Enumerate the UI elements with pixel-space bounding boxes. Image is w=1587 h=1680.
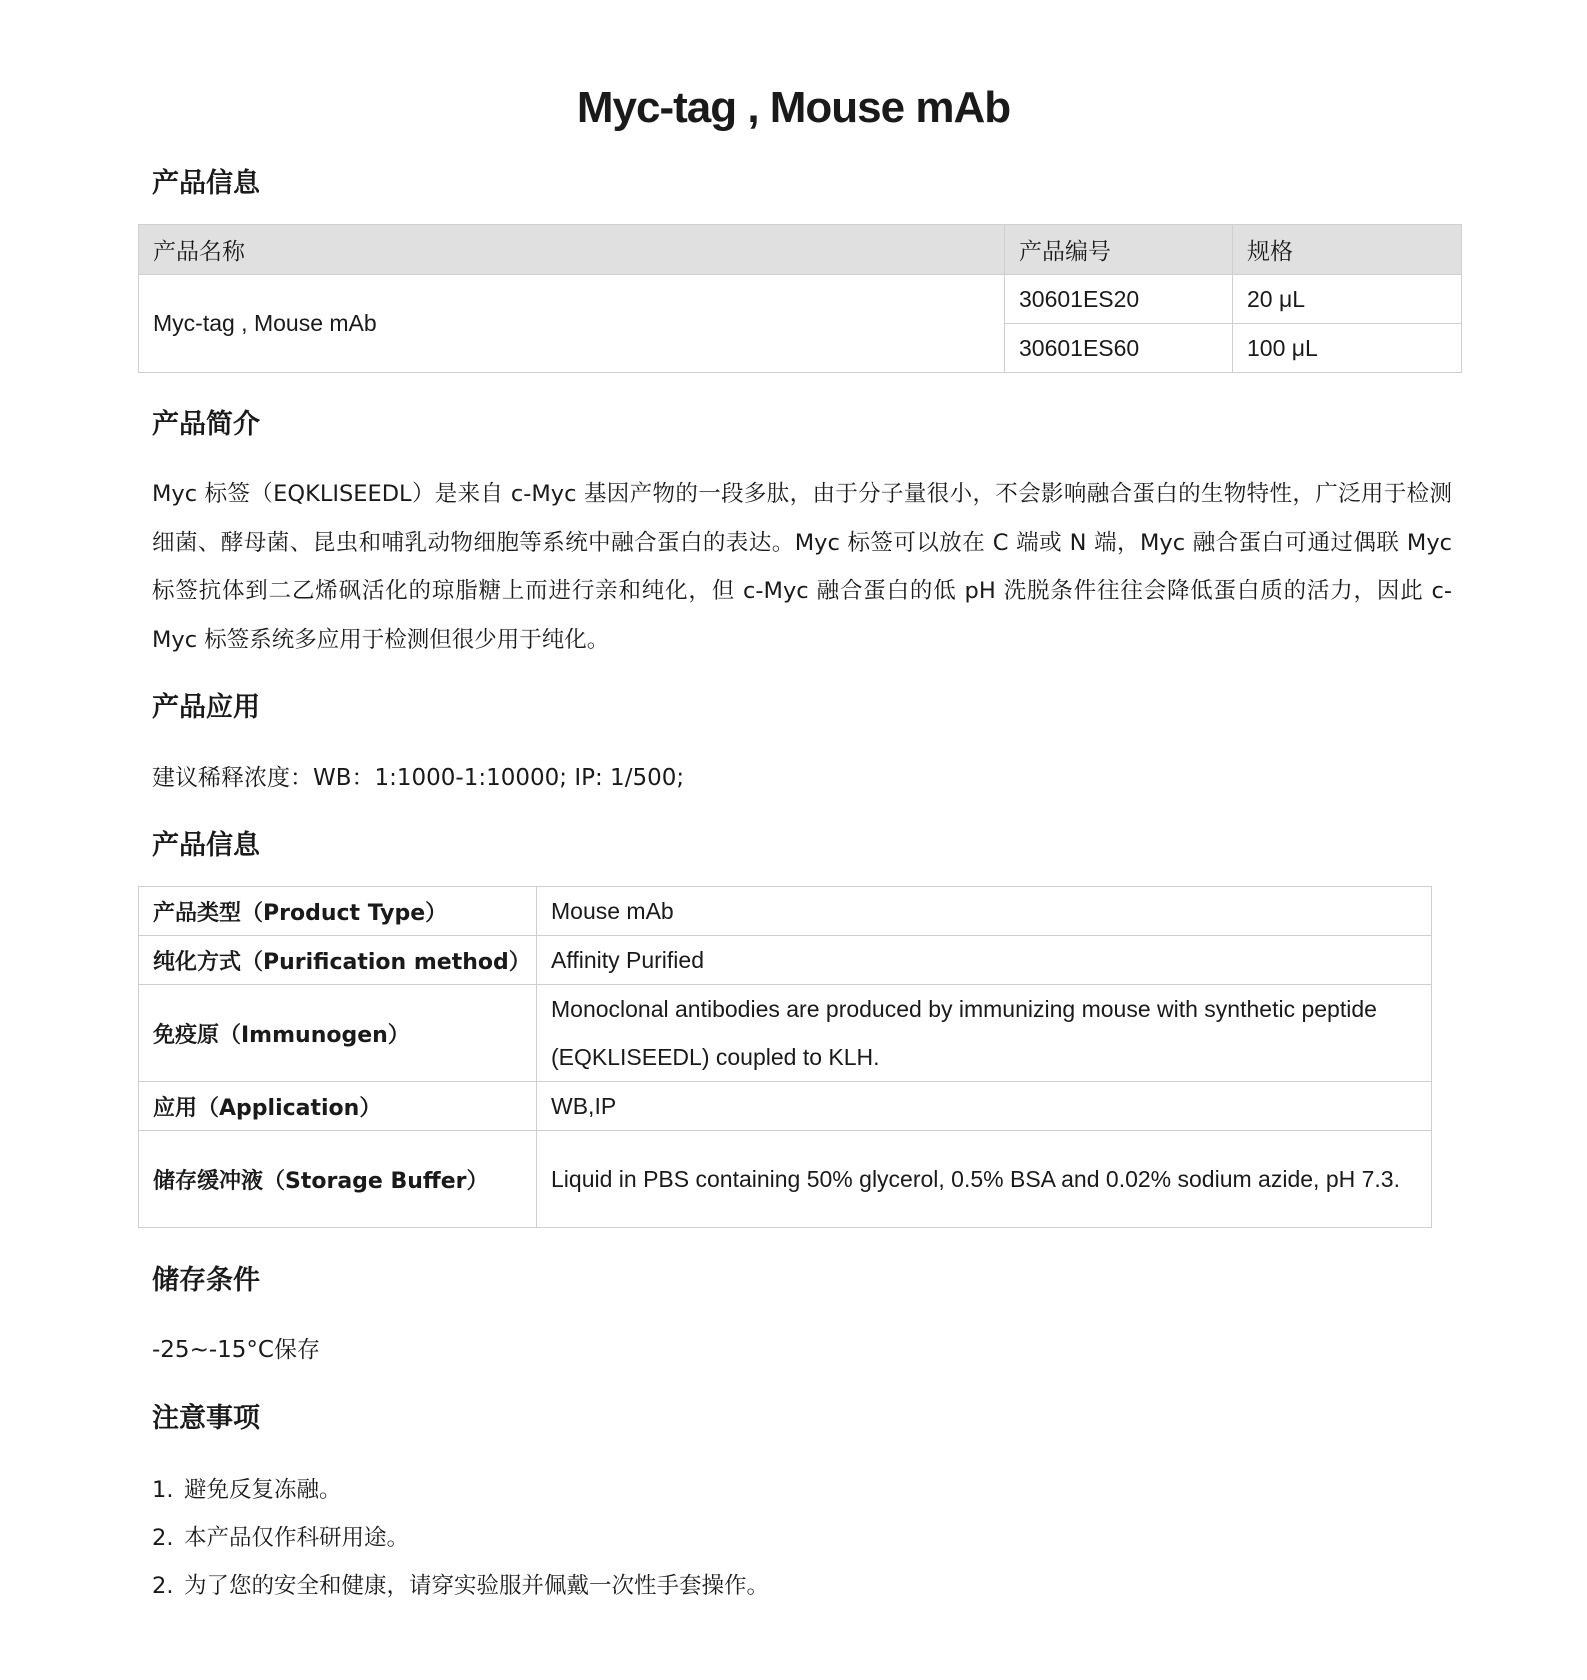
section-heading-product-info-2: 产品信息 bbox=[152, 830, 260, 861]
document-title: Myc-tag , Mouse mAb bbox=[576, 83, 1011, 132]
info-value: Mouse mAb bbox=[537, 887, 1432, 936]
product-code-cell: 30601ES60 bbox=[1005, 324, 1233, 373]
list-item bbox=[152, 1514, 769, 1562]
product-name-cell: Myc-tag , Mouse mAb bbox=[139, 275, 1005, 373]
section-heading-product-info: 产品信息 bbox=[152, 168, 260, 199]
table-row bbox=[139, 985, 1432, 1082]
section-heading-storage: 储存条件 bbox=[152, 1265, 260, 1296]
info-key: 产品类型（Product Type） bbox=[139, 887, 537, 936]
note-text: 本产品仅作科研用途。 bbox=[184, 1525, 410, 1551]
intro-paragraph: Myc 标签（EQKLISEEDL）是来自 c-Myc 基因产物的一段多肽，由于分子量很小，不会影响融合蛋白的生物特性，广泛用于检测细菌、酵母菌、昆虫和哺乳动物细胞等系统中融合蛋白的表达。Myc 标签可以放在 C 端或 N 端，Myc 融合蛋白可通过偶联 Myc 标签抗体到二乙烯砜活化的琼脂糖上而进行亲和纯化，但 c-Myc 融合蛋白的低 pH 洗脱条件往往会降低蛋白质的活力，因此 c-Myc 标签系统多应用于检测但很少用于纯化。 bbox=[152, 481, 1452, 653]
table-row bbox=[139, 275, 1462, 324]
note-text: 避免反复冻融。 bbox=[184, 1477, 342, 1503]
info-value: Affinity Purified bbox=[537, 936, 1432, 985]
product-info-table bbox=[138, 886, 1432, 1228]
table-row bbox=[139, 936, 1432, 985]
notes-list bbox=[152, 1466, 769, 1610]
product-code-cell: 30601ES20 bbox=[1005, 275, 1233, 324]
spec-cell: 100 μL bbox=[1233, 324, 1462, 373]
info-key: 免疫原（Immunogen） bbox=[139, 985, 537, 1082]
section-heading-application: 产品应用 bbox=[152, 692, 260, 723]
section-heading-notes: 注意事项 bbox=[152, 1403, 260, 1434]
header-spec: 规格 bbox=[1233, 225, 1462, 275]
table-row bbox=[139, 887, 1432, 936]
note-number: 1. bbox=[152, 1477, 174, 1503]
spec-cell: 20 μL bbox=[1233, 275, 1462, 324]
section-heading-product-intro: 产品简介 bbox=[152, 409, 260, 440]
info-key: 应用（Application） bbox=[139, 1082, 537, 1131]
table-row bbox=[139, 1131, 1432, 1228]
info-key: 储存缓冲液（Storage Buffer） bbox=[139, 1131, 537, 1228]
note-number: 2. bbox=[152, 1525, 174, 1551]
header-product-name: 产品名称 bbox=[139, 225, 1005, 275]
product-table bbox=[138, 224, 1462, 373]
info-value: WB,IP bbox=[537, 1082, 1432, 1131]
table-row bbox=[139, 1082, 1432, 1131]
list-item bbox=[152, 1466, 769, 1514]
product-table-header-row bbox=[139, 225, 1462, 275]
info-key: 纯化方式（Purification method） bbox=[139, 936, 537, 985]
application-text: 建议稀释浓度：WB：1:1000-1:10000; IP: 1/500; bbox=[152, 765, 685, 791]
header-product-code: 产品编号 bbox=[1005, 225, 1233, 275]
storage-text: -25~-15°C保存 bbox=[152, 1337, 320, 1363]
note-number: 2. bbox=[152, 1573, 174, 1599]
list-item bbox=[152, 1562, 769, 1610]
note-text: 为了您的安全和健康，请穿实验服并佩戴一次性手套操作。 bbox=[184, 1573, 770, 1599]
info-value: Monoclonal antibodies are produced by immunizing mouse with synthetic peptide (EQKLISEEDL) coupled to KLH. bbox=[537, 985, 1432, 1082]
info-value: Liquid in PBS containing 50% glycerol, 0.5% BSA and 0.02% sodium azide, pH 7.3. bbox=[537, 1131, 1432, 1228]
